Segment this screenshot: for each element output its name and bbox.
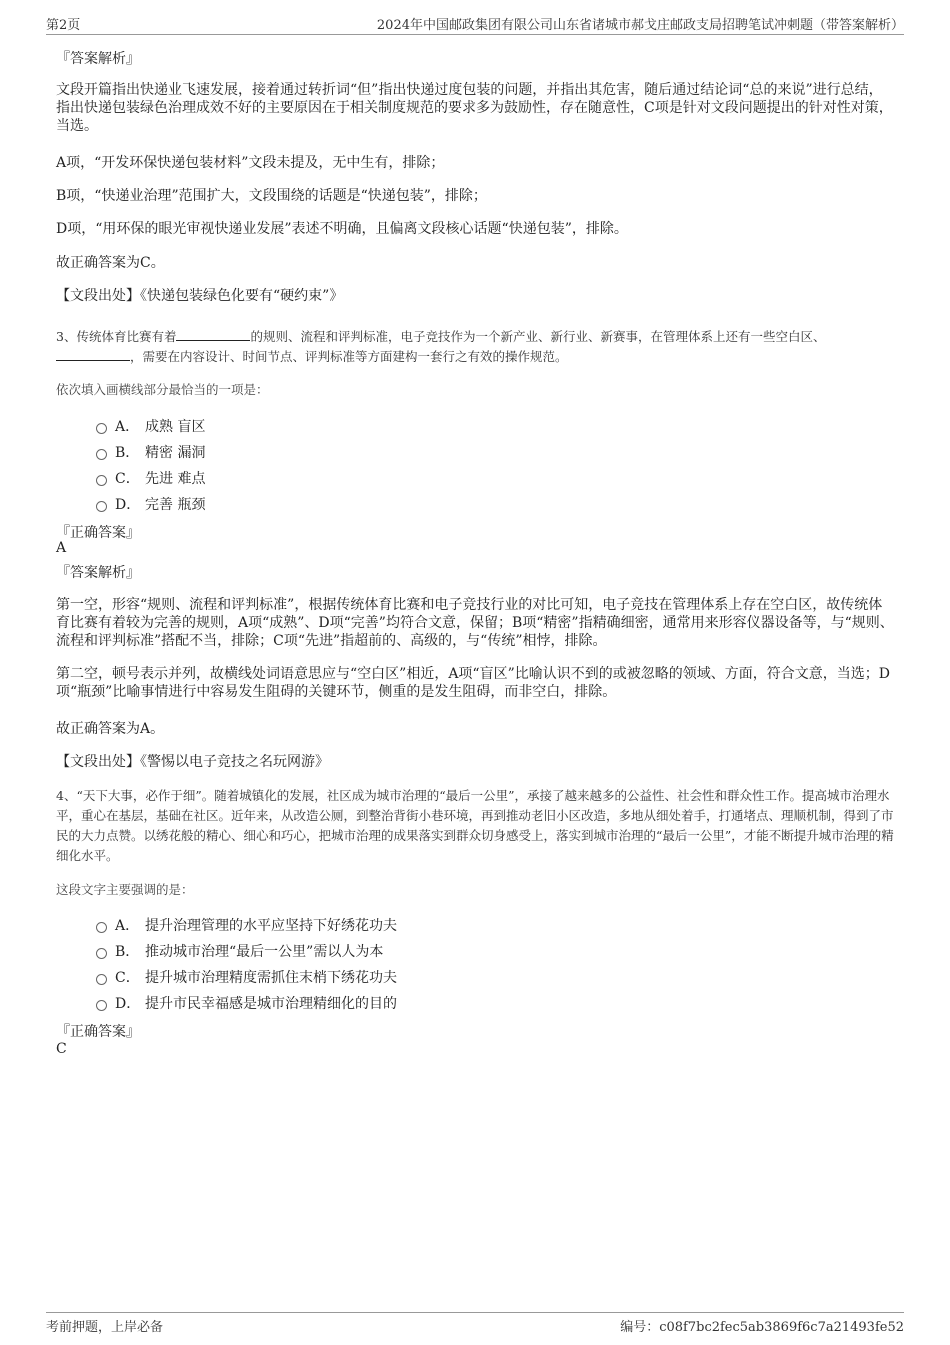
radio-icon[interactable]	[96, 475, 107, 486]
q3-analysis-para-1: 第一空，形容“规则、流程和评判标准”，根据传统体育比赛和电子竞技行业的对比可知，电子竞技在管理体系上存在空白区，故传统体育比赛有着较为完善的规则，A项“成熟”、D项“完善”均符合文意，保留；B项“精密”指精确细密，通常用来形容仪器设备等，与“规则、流程和评判标准”搭配不当，排除；C项“先进”指超前的、高级的，与“传统”相悖，排除。	[56, 597, 894, 649]
q3-option-a[interactable]	[96, 416, 205, 436]
q2-option-b-note: B项，“快递业治理”范围扩大，文段围绕的话题是“快递包装”，排除；	[56, 188, 487, 204]
option-text: 提升治理管理的水平应坚持下好绣花功夫	[145, 918, 397, 934]
q3-blank-1	[176, 328, 250, 341]
option-text: 推动城市治理“最后一公里”需以人为本	[145, 944, 384, 960]
option-text: 提升城市治理精度需抓住末梢下绣花功夫	[145, 970, 397, 986]
q2-option-a-note: A项，“开发环保快递包装材料”文段未提及，无中生有，排除；	[56, 155, 445, 171]
document-title: 2024年中国邮政集团有限公司山东省诸城市郝戈庄邮政支局招聘笔试冲刺题（带答案解析）	[376, 18, 904, 33]
option-text: 成熟 盲区	[145, 419, 206, 435]
page-number: 第2页	[46, 18, 81, 33]
q3-analysis-para-2: 第二空，顿号表示并列，故横线处词语意思应与“空白区”相近，A项“盲区”比喻认识不到的或被忽略的领域、方面，符合文意，当选；D项“瓶颈”比喻事情进行中容易发生阻碍的关键环节，侧重的是发生阻碍，而非空白，排除。	[56, 666, 890, 700]
q3-source: 【文段出处】《警惕以电子竞技之名玩网游》	[56, 754, 329, 770]
option-key: B．	[115, 944, 140, 960]
q4-prompt: 这段文字主要强调的是：	[56, 882, 194, 897]
option-text: 精密 漏洞	[145, 445, 206, 461]
q3-answer: A	[56, 540, 67, 556]
radio-icon[interactable]	[96, 423, 107, 434]
q4-answer-label: 『正确答案』	[56, 1024, 140, 1040]
q4-option-c[interactable]	[96, 967, 397, 987]
q4-option-b[interactable]	[96, 941, 383, 961]
q3-stem-part2: 的规则、流程和评判标准，电子竞技作为一个新产业、新行业、新赛事，在管理体系上还有一些空白区、	[250, 329, 826, 344]
option-text: 完善 瓶颈	[145, 497, 206, 513]
q2-analysis-para: 文段开篇指出快递业飞速发展，接着通过转折词“但”指出快递过度包装的问题，并指出其危害，随后通过结论词“总的来说”进行总结，指出快递包装绿色治理成效不好的主要原因在于相关制度规范的要求多为鼓励性，存在随意性，C项是针对文段问题提出的针对性对策，当选。	[56, 82, 893, 134]
page-footer	[46, 1312, 904, 1335]
q3-analysis-label: 『答案解析』	[56, 565, 140, 581]
document-id: 编号：c08f7bc2fec5ab3869f6c7a21493fe52	[620, 1320, 904, 1335]
q4-stem: 4、“天下大事，必作于细”。随着城镇化的发展，社区成为城市治理的“最后一公里”，承接了越来越多的公益性、社会性和群众性工作。提高城市治理水平，重心在基层，基础在社区。近年来，从改造公厕，到整治背街小巷环境，再到推动老旧小区改造，多地从细处着手，打通堵点、理顺机制，得到了市民的大力点赞。以绣花般的精心、细心和巧心，把城市治理的成果落实到群众切身感受上，落实到城市治理的“最后一公里”，才能不断提升城市治理的精细化水平。	[56, 788, 894, 863]
q4-option-a[interactable]	[96, 915, 397, 935]
radio-icon[interactable]	[96, 449, 107, 460]
q4-answer: C	[56, 1041, 67, 1057]
radio-icon[interactable]	[96, 1000, 107, 1011]
q3-option-d[interactable]	[96, 494, 205, 514]
option-key: A．	[115, 419, 140, 435]
q3-conclusion: 故正确答案为A。	[56, 721, 165, 737]
q2-conclusion: 故正确答案为C。	[56, 255, 165, 271]
q3-option-b[interactable]	[96, 442, 205, 462]
option-key: D．	[115, 996, 141, 1012]
q3-blank-2	[56, 348, 130, 361]
footer-slogan: 考前押题，上岸必备	[46, 1320, 164, 1335]
q3-stem	[56, 327, 896, 367]
radio-icon[interactable]	[96, 922, 107, 933]
option-key: B．	[115, 445, 140, 461]
option-key: C．	[115, 471, 140, 487]
q3-answer-label: 『正确答案』	[56, 525, 140, 541]
q4-option-d[interactable]	[96, 993, 397, 1013]
radio-icon[interactable]	[96, 974, 107, 985]
q3-prompt: 依次填入画横线部分最恰当的一项是：	[56, 382, 269, 397]
radio-icon[interactable]	[96, 948, 107, 959]
radio-icon[interactable]	[96, 501, 107, 512]
option-text: 先进 难点	[145, 471, 206, 487]
q2-source: 【文段出处】《快递包装绿色化要有“硬约束”》	[56, 288, 344, 304]
option-key: A．	[115, 918, 140, 934]
option-text: 提升市民幸福感是城市治理精细化的目的	[145, 996, 397, 1012]
q3-option-c[interactable]	[96, 468, 205, 488]
q3-stem-part3: ，需要在内容设计、时间节点、评判标准等方面建构一套行之有效的操作规范。	[130, 349, 568, 364]
q2-option-d-note: D项，“用环保的眼光审视快递业发展”表述不明确，且偏离文段核心话题“快递包装”，排除。	[56, 221, 628, 237]
option-key: C．	[115, 970, 140, 986]
q3-stem-part1: 3、传统体育比赛有着	[56, 329, 177, 344]
page-header	[46, 14, 904, 35]
option-key: D．	[115, 497, 141, 513]
q2-analysis-label: 『答案解析』	[56, 51, 140, 67]
